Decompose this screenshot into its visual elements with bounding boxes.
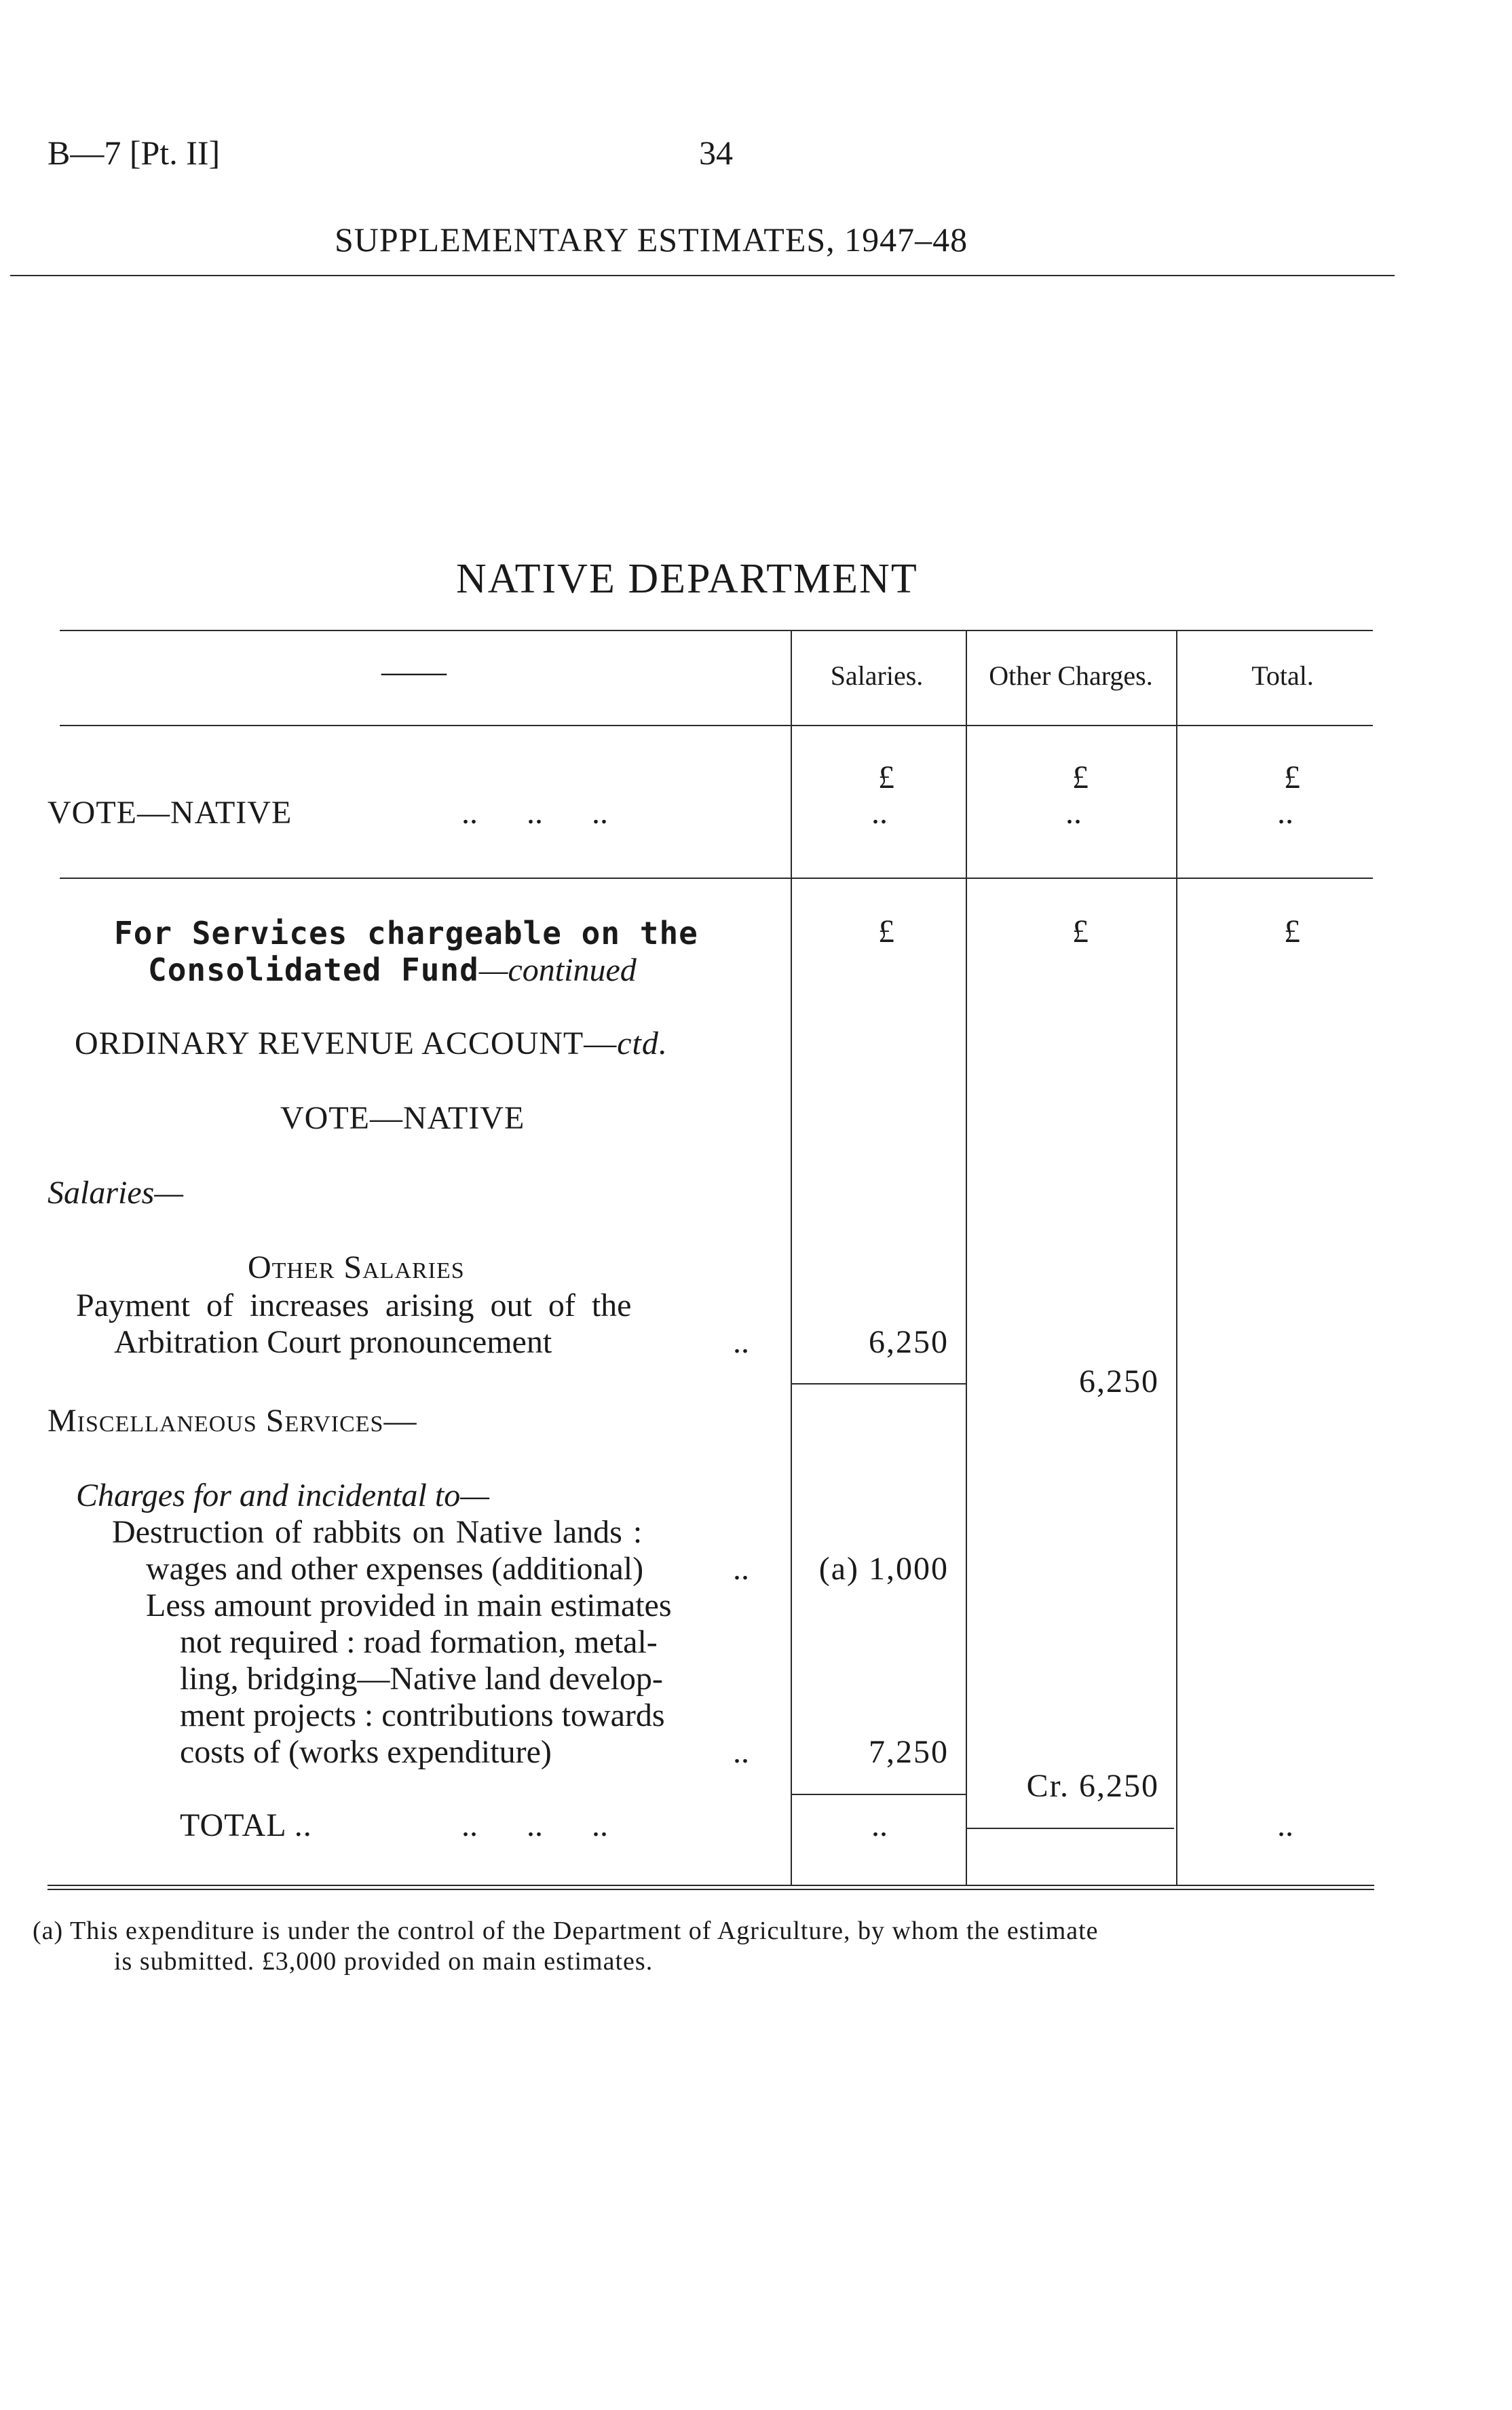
charges-heading: Charges for and incidental to—: [76, 1477, 489, 1513]
footnote-line2: is submitted. £3,000 provided on main estimates.: [114, 1947, 654, 1976]
item-increases-line1: Payment of increases arising out of the: [76, 1287, 632, 1323]
document-reference: B—7 [Pt. II]: [48, 134, 221, 172]
other-charges-column-divider: [966, 631, 967, 1885]
total-salaries-value: ..: [871, 1807, 888, 1843]
group1-other-charges: 6,250: [1079, 1363, 1159, 1399]
item-increases-salaries: 6,250: [869, 1324, 949, 1360]
item-less-amount-leaders: ..: [733, 1734, 749, 1770]
detail-total-currency: £: [1284, 914, 1300, 949]
detail-other-currency: £: [1072, 914, 1089, 949]
description-column-header: ——: [381, 654, 447, 690]
other-salaries-heading: Other Salaries: [248, 1249, 465, 1285]
footnote-rule: [48, 1889, 1374, 1890]
summary-salaries-value: ..: [871, 795, 888, 831]
running-title: SUPPLEMENTARY ESTIMATES, 1947–48: [335, 221, 968, 259]
account-heading-ctd: ctd.: [617, 1025, 668, 1061]
account-heading-text: ORDINARY REVENUE ACCOUNT—: [75, 1025, 618, 1061]
item-less-amount-line1: Less amount provided in main estimates: [146, 1587, 672, 1623]
summary-total-value: ..: [1277, 795, 1293, 831]
salaries-column-header: Salaries.: [830, 660, 924, 691]
summary-vote-label: VOTE—NATIVE: [48, 795, 292, 831]
header-rule: [10, 275, 1395, 276]
item-increases-leaders: ..: [733, 1324, 749, 1360]
item-less-amount-line3: ling, bridging—Native land develop-: [180, 1661, 663, 1697]
total-column-header: Total.: [1251, 660, 1314, 691]
total-leaders: .. .. ..: [461, 1807, 608, 1843]
summary-other-currency: £: [1072, 759, 1089, 795]
item-less-amount-line5: costs of (works expenditure): [180, 1734, 552, 1770]
section-heading-continued: —continued: [478, 952, 637, 988]
total-total-value: ..: [1277, 1807, 1293, 1843]
item-rabbits-salaries: (a) 1,000: [818, 1551, 949, 1587]
salaries-heading: Salaries—: [48, 1175, 184, 1211]
summary-leaders: .. .. ..: [461, 795, 608, 831]
account-heading: [75, 1025, 668, 1062]
section-heading-fund: Consolidated Fund: [148, 952, 479, 988]
other-charges-column-header: Other Charges.: [989, 660, 1153, 691]
total-column-divider: [1176, 631, 1177, 1885]
salaries-subtotal-rule: [791, 1383, 966, 1385]
item-rabbits-leaders: ..: [733, 1551, 749, 1587]
detail-salaries-currency: £: [878, 914, 894, 949]
page-number: 34: [699, 134, 733, 172]
table-bottom-rule: [48, 1885, 1374, 1886]
other-charges-total-rule: [967, 1828, 1174, 1829]
salaries-column-divider: [791, 631, 792, 1885]
item-rabbits-line2: wages and other expenses (additional): [146, 1551, 644, 1587]
vote-heading: VOTE—NATIVE: [280, 1100, 525, 1136]
item-less-amount-line4: ment projects : contributions towards: [180, 1697, 665, 1733]
salaries-total-rule: [791, 1794, 966, 1795]
section-heading-line2: [148, 952, 637, 989]
group2-other-charges: Cr. 6,250: [1026, 1768, 1159, 1804]
item-increases-line2: Arbitration Court pronouncement: [114, 1324, 552, 1360]
misc-services-heading: Miscellaneous Services—: [48, 1403, 417, 1439]
summary-other-charges-value: ..: [1065, 795, 1082, 831]
item-less-amount-line2: not required : road formation, metal-: [180, 1624, 658, 1660]
department-title: NATIVE DEPARTMENT: [456, 556, 918, 602]
footnote-line1: (a) This expenditure is under the control of the Department of Agriculture, by whom the estimate: [33, 1917, 1099, 1945]
total-label: TOTAL ..: [180, 1807, 312, 1843]
item-rabbits-line1: Destruction of rabbits on Native lands :: [112, 1514, 643, 1550]
summary-salaries-currency: £: [878, 759, 894, 795]
section-heading-line1: For Services chargeable on the: [114, 915, 698, 952]
summary-total-currency: £: [1284, 759, 1300, 795]
item-less-amount-salaries: 7,250: [869, 1734, 949, 1770]
